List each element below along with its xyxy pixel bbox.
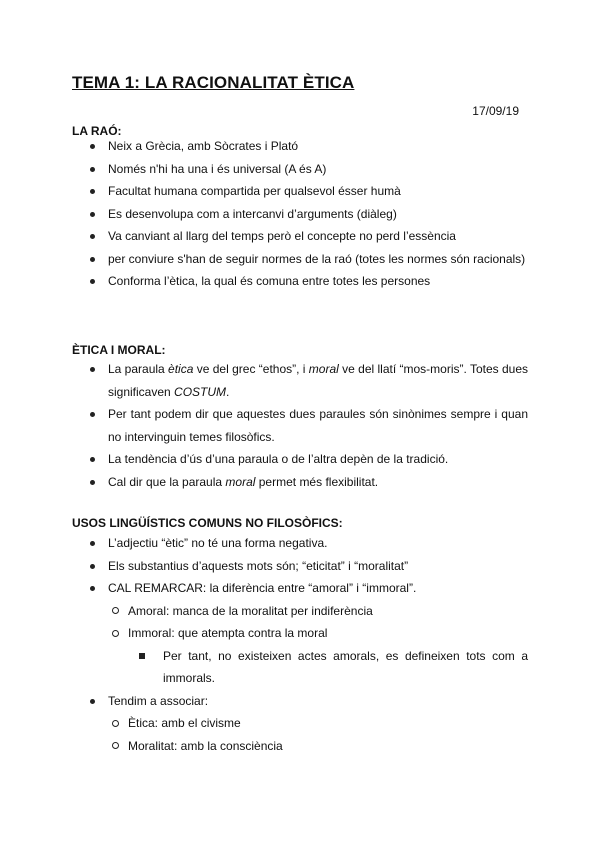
bullet-icon (90, 234, 95, 239)
bullet-icon (90, 412, 95, 417)
section-heading-rao: LA RAÓ: (72, 124, 122, 138)
bullet-icon (90, 586, 95, 591)
bullet-icon (90, 457, 95, 462)
bullet-icon (90, 212, 95, 217)
list-item: Els substantius d’aquests mots són; “eticitat” i “moralitat” (72, 555, 528, 578)
bullet-icon (90, 144, 95, 149)
list-item: Amoral: manca de la moralitat per indiferència (108, 600, 528, 623)
list-item: Conforma l’ètica, la qual és comuna entre totes les persones (72, 270, 528, 293)
bullet-icon (90, 167, 95, 172)
list-item: Per tant podem dir que aquestes dues paraules són sinònimes sempre i quan no intervinguin temes filosòfics. (72, 403, 528, 448)
list-item: Només n'hi ha una i és universal (A és A) (72, 158, 528, 181)
list-item: Ètica: amb el civisme (108, 712, 528, 735)
sublist (108, 600, 528, 690)
list-item: L’adjectiu “ètic” no té una forma negativa. (72, 532, 528, 555)
sublist (108, 712, 528, 757)
list-item: Neix a Grècia, amb Sòcrates i Plató (72, 135, 528, 158)
etica-moral-list (72, 358, 528, 493)
bullet-icon (90, 699, 95, 704)
circle-bullet-icon (112, 607, 119, 614)
list-item: Immoral: que atempta contra la moral Per tant, no existeixen actes amorals, es defineixen tots com a immorals. (108, 622, 528, 690)
sublist (134, 645, 528, 690)
list-item: CAL REMARCAR: la diferència entre “amoral” i “immoral”. Amoral: manca de la moralitat per indiferència Immoral: que atempta contra la moral Per tant, no existeixen actes amorals, es defineixen tots com a immorals. (72, 577, 528, 690)
circle-bullet-icon (112, 742, 119, 749)
bullet-icon (90, 564, 95, 569)
bullet-icon (90, 541, 95, 546)
square-bullet-icon (139, 653, 145, 659)
usos-list (72, 532, 528, 757)
section-heading-etica-moral: ÈTICA I MORAL: (72, 343, 166, 357)
list-item: Moralitat: amb la consciència (108, 735, 528, 758)
bullet-icon (90, 279, 95, 284)
list-item: La tendència d’ús d’una paraula o de l’altra depèn de la tradició. (72, 448, 528, 471)
list-item: La paraula ètica ve del grec “ethos”, i moral ve del llatí “mos-moris”. Totes dues significaven COSTUM. (72, 358, 528, 403)
list-item: Tendim a associar: Ètica: amb el civisme Moralitat: amb la consciència (72, 690, 528, 758)
list-item: Facultat humana compartida per qualsevol ésser humà (72, 180, 528, 203)
circle-bullet-icon (112, 720, 119, 727)
rao-list (72, 135, 528, 293)
circle-bullet-icon (112, 630, 119, 637)
bullet-icon (90, 189, 95, 194)
bullet-icon (90, 257, 95, 262)
list-item: per conviure s'han de seguir normes de la raó (totes les normes són racionals) (72, 248, 528, 271)
list-item: Es desenvolupa com a intercanvi d’arguments (diàleg) (72, 203, 528, 226)
page-title: TEMA 1: LA RACIONALITAT ÈTICA (72, 73, 355, 92)
document-date: 17/09/19 (472, 104, 519, 118)
bullet-icon (90, 480, 95, 485)
section-heading-usos: USOS LINGÜÍSTICS COMUNS NO FILOSÒFICS: (72, 516, 343, 530)
list-item: Per tant, no existeixen actes amorals, es defineixen tots com a immorals. (134, 645, 528, 690)
list-item: Cal dir que la paraula moral permet més flexibilitat. (72, 471, 528, 494)
bullet-icon (90, 367, 95, 372)
list-item: Va canviant al llarg del temps però el concepte no perd l’essència (72, 225, 528, 248)
